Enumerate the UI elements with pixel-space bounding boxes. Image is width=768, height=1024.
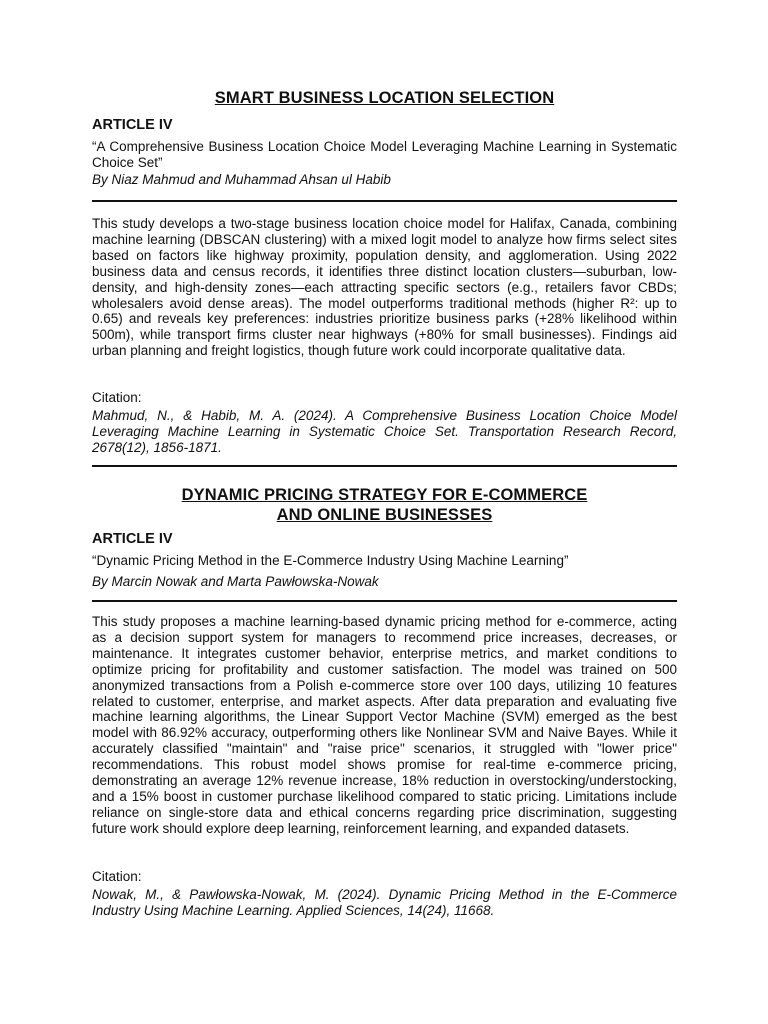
abstract-text: This study proposes a machine learning-based dynamic pricing method for e-commerce, acting as a decision support system for managers to recommend price increases, decreases, or maintenance. It integrates customer behavior, enterprise metrics, and market conditions to optimize pricing for profitability and customer satisfaction. The model was trained on 500 anonymized transactions from a Polish e-commerce store over 100 days, utilizing 10 features related to customer, enterprise, and market aspects. After data preparation and evaluating five machine learning algorithms, the Linear Support Vector Machine (SVM) emerged as the best model with 86.92% accuracy, outperforming others like Nonlinear SVM and Naive Bayes. While it accurately classified "maintain" and "raise price" scenarios, it struggled with "lower price" recommendations. This robust model shows promise for real-time e-commerce pricing, demonstrating an average 12% revenue increase, 18% reduction in overstocking/understocking, and a 15% boost in customer purchase likelihood compared to static pricing. Limitations include reliance on single-store data and ethical concerns regarding price discrimination, suggesting future work should explore deep learning, reinforcement learning, and expanded datasets. [92,614,677,836]
section-1-citation [92,390,677,456]
section-1-article-info [92,116,677,188]
section-2-citation [92,869,677,919]
abstract-text: This study develops a two-stage business location choice model for Halifax, Canada, combining machine learning (DBSCAN clustering) with a mixed logit model to analyze how firms select sites based on factors like highway proximity, population density, and agglomeration. Using 2022 business data and census records, it identifies three distinct location clusters—suburban, low-density, and high-density zones—each attracting specific sectors (e.g., retailers favor CBDs; wholesalers avoid dense areas). The model outperforms traditional methods (higher R²: up to 0.65) and reveals key preferences: industries prioritize business parks (+28% likelihood within 500m), while transport firms cluster near highways (+80% for small businesses). Findings aid urban planning and freight logistics, though future work could incorporate qualitative data. [92,216,677,359]
article-label: ARTICLE IV [92,117,173,133]
article-title: “A Comprehensive Business Location Choice Model Leveraging Machine Learning in Systematic Choice Set” [92,139,677,170]
section-title-line-1: DYNAMIC PRICING STRATEGY FOR E-COMMERCE [181,486,588,504]
section-2-body [92,614,677,837]
article-authors: By Niaz Mahmud and Muhammad Ahsan ul Habib [92,172,391,187]
section-1-header [92,88,677,108]
article-authors: By Marcin Nowak and Marta Pawłowska-Nowak [92,574,379,589]
divider [92,200,677,202]
section-1-body [92,216,677,359]
divider [92,600,677,602]
article-title: “Dynamic Pricing Method in the E-Commerce Industry Using Machine Learning” [92,553,569,568]
citation-label: Citation: [92,869,142,884]
article-label: ARTICLE IV [92,531,173,547]
citation-label: Citation: [92,390,142,405]
citation-text: Nowak, M., & Pawłowska-Nowak, M. (2024). Dynamic Pricing Method in the E-Commerce Industry Using Machine Learning. Applied Sciences, 14(24), 11668. [92,887,677,918]
divider [92,465,677,467]
section-2-header [92,485,677,525]
citation-text: Mahmud, N., & Habib, M. A. (2024). A Comprehensive Business Location Choice Model Leveraging Machine Learning in Systematic Choice Set. Transportation Research Record, 2678(12), 1856-1871. [92,408,677,455]
section-title-line-2: AND ONLINE BUSINESSES [276,506,493,524]
section-title: SMART BUSINESS LOCATION SELECTION [214,89,555,107]
section-2-article-info [92,530,677,590]
